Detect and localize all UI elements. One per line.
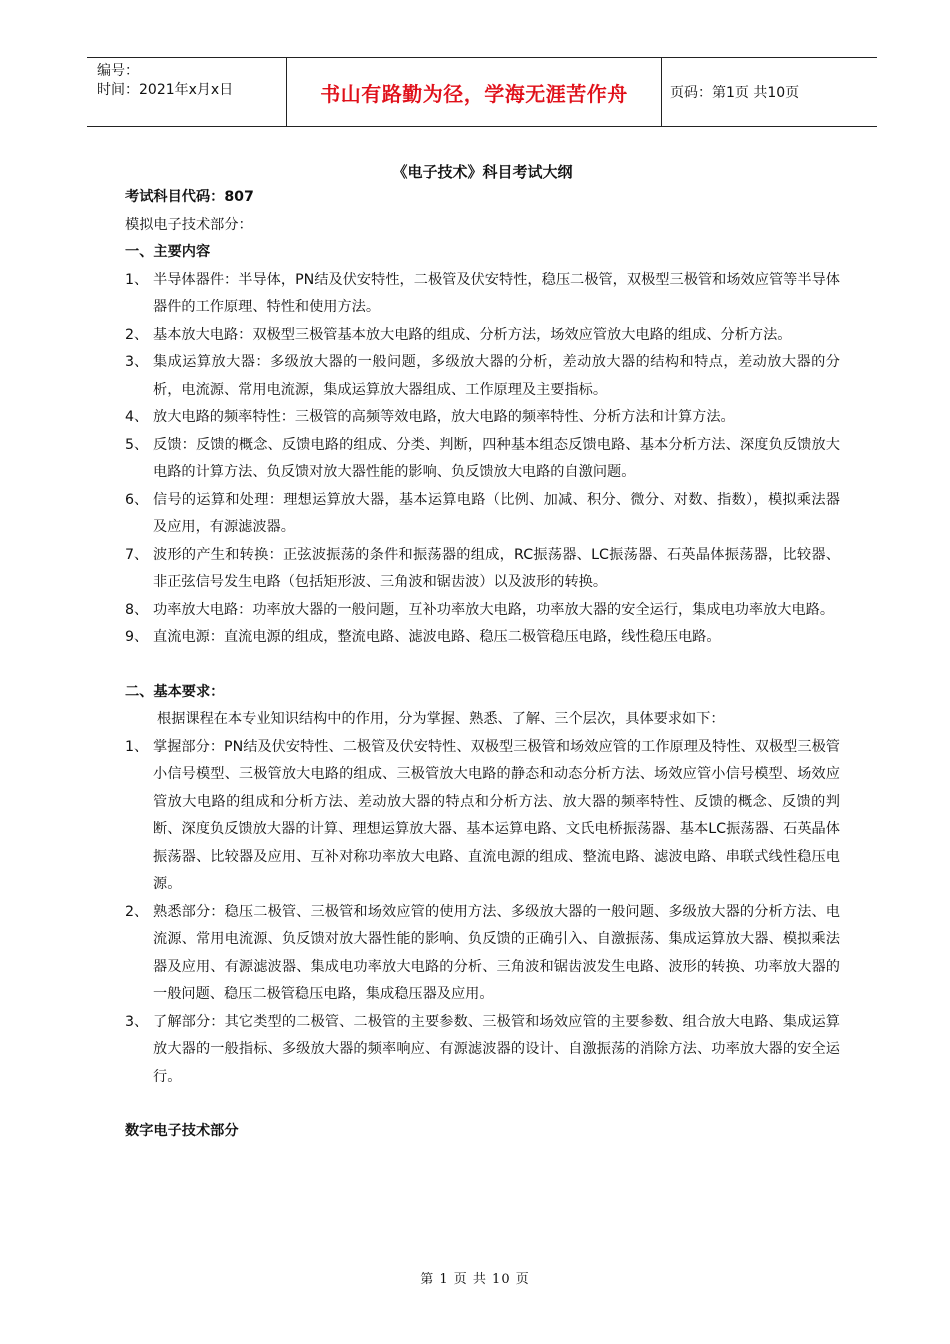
list-item-number: 5、 [125, 436, 149, 453]
document-title: 《电子技术》科目考试大纲 [392, 163, 573, 181]
list-item-number: 9、 [125, 629, 149, 645]
part-analog-heading: 模拟电子技术部分： [125, 216, 253, 233]
list-item-text: 反馈：反馈的概念、反馈电路的组成、分类、判断，四种基本组态反馈电路、基本分析方法、深度负反馈放大电路的计算方法、负反馈对放大器性能的影响、负反馈放大电路的自激问题。 [153, 436, 840, 480]
list-item-number: 8、 [125, 601, 149, 618]
section1-list [125, 267, 840, 652]
list-item-number: 7、 [125, 546, 149, 563]
list-item-text: 了解部分：其它类型的二极管、二极管的主要参数、三极管和场效应管的主要参数、组合放大电路、集成运算放大器的一般指标、多级放大器的频率响应、有源滤波器的设计、自激振荡的消除方法、功率放大器的安全运行。 [153, 1013, 840, 1085]
list-item-text: 集成运算放大器：多级放大器的一般问题，多级放大器的分析，差动放大器的结构和特点，差动放大器的分析，电流源、常用电流源，集成运算放大器组成、工作原理及主要指标。 [153, 354, 840, 398]
list-item-number: 2、 [125, 326, 149, 343]
list-item [125, 404, 840, 432]
section2-intro: 根据课程在本专业知识结构中的作用，分为掌握、熟悉、了解、三个层次，具体要求如下： [157, 711, 725, 727]
list-item-text: 掌握部分：PN结及伏安特性、二极管及伏安特性、双极型三极管和场效应管的工作原理及特性、双极型三极管小信号模型、三极管放大电路的组成、三极管放大电路的静态和动态分析方法、场效应管小信号模型、场效应管放大电路的组成和分析方法、差动放大器的特点和分析方法、放大器的频率特性、反馈的概念、反馈的判断、深度负反馈放大器的计算、理想运算放大器、基本运算电路、文氏电桥振荡器、基本LC振荡器、石英晶体振荡器、比较器及应用、互补对称功率放大电路、直流电源的组成、整流电路、滤波电路、串联式线性稳压电源。 [153, 738, 840, 892]
header-meta [87, 58, 287, 126]
number-label: 编号： [97, 63, 139, 79]
list-item-number: 4、 [125, 409, 149, 425]
list-item-text: 波形的产生和转换：正弦波振荡的条件和振荡器的组成，RC振荡器、LC振荡器、石英晶体振荡器，比较器、非正弦信号发生电路（包括矩形波、三角波和锯齿波）以及波形的转换。 [153, 546, 840, 590]
list-item-number: 6、 [125, 491, 149, 508]
list-item-number: 1、 [125, 271, 149, 288]
list-item-number: 3、 [125, 1013, 149, 1030]
section2-heading: 二、基本要求： [125, 683, 225, 700]
list-item-text: 熟悉部分：稳压二极管、三极管和场效应管的使用方法、多级放大器的一般问题、多级放大器的分析方法、电流源、常用电流源、负反馈对放大器性能的影响、负反馈的正确引入、自激振荡、集成运算放大器、模拟乘法器及应用、有源滤波器、集成电功率放大电路的分析、三角波和锯齿波发生电路、波形的转换、功率放大器的一般问题、稳压二极管稳压电路，集成稳压器及应用。 [153, 903, 840, 1002]
list-item-text: 半导体器件：半导体，PN结及伏安特性，二极管及伏安特性，稳压二极管，双极型三极管和场效应管等半导体器件的工作原理、特性和使用方法。 [153, 271, 840, 315]
section2-list [125, 734, 840, 1092]
header-page-info: 页码：第1页 共10页 [670, 85, 800, 101]
time-label: 时间：2021年x月x日 [97, 82, 234, 98]
document-body [125, 160, 840, 1146]
list-item [125, 899, 840, 1009]
list-item-text: 功率放大电路：功率放大器的一般问题，互补功率放大电路，功率放大器的安全运行，集成电功率放大电路。 [153, 601, 835, 618]
list-item [125, 624, 840, 652]
list-item-text: 放大电路的频率特性：三极管的高频等效电路，放大电路的频率特性、分析方法和计算方法。 [153, 409, 735, 425]
part-digital-heading: 数字电子技术部分 [125, 1123, 239, 1139]
list-item-text: 信号的运算和处理：理想运算放大器，基本运算电路（比例、加减、积分、微分、对数、指数），模拟乘法器及应用，有源滤波器。 [153, 491, 840, 535]
page-footer: 第 1 页 共 10 页 [420, 1272, 530, 1287]
list-item [125, 267, 840, 322]
subject-code: 考试科目代码：807 [125, 189, 254, 205]
list-item [125, 1009, 840, 1092]
list-item-text: 基本放大电路：双极型三极管基本放大电路的组成、分析方法，场效应管放大电路的组成、分析方法。 [153, 326, 792, 343]
list-item [125, 542, 840, 597]
header-slogan: 书山有路勤为径，学海无涯苦作舟 [287, 58, 662, 126]
list-item [125, 349, 840, 404]
list-item [125, 432, 840, 487]
list-item [125, 487, 840, 542]
list-item-number: 2、 [125, 903, 149, 920]
list-item [125, 322, 840, 350]
section1-heading: 一、主要内容 [125, 244, 211, 260]
list-item-text: 直流电源：直流电源的组成，整流电路、滤波电路、稳压二极管稳压电路，线性稳压电路。 [153, 629, 721, 645]
list-item-number: 3、 [125, 354, 149, 370]
list-item-number: 1、 [125, 738, 149, 755]
list-item [125, 597, 840, 625]
list-item [125, 734, 840, 899]
page-header [87, 57, 877, 127]
